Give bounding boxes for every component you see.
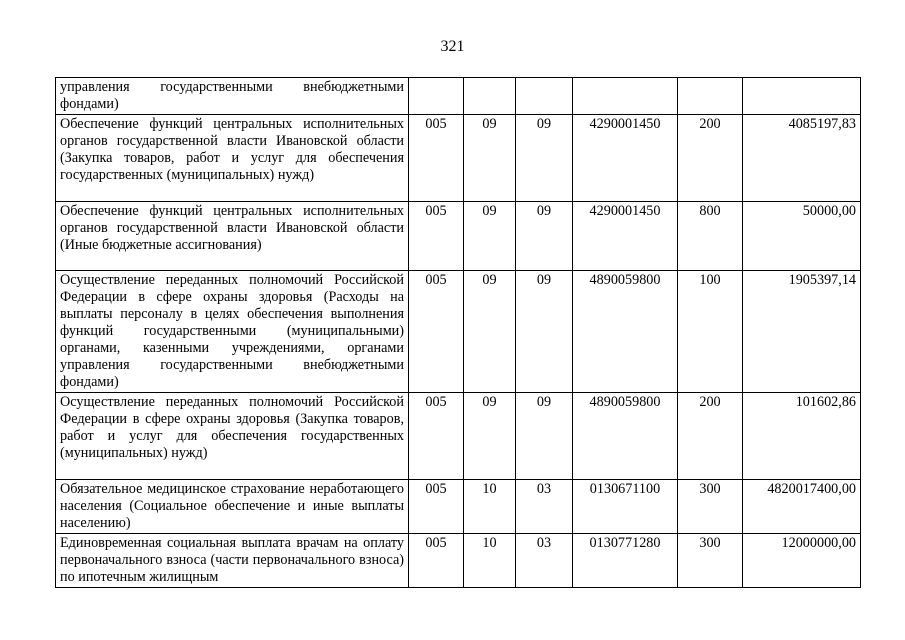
table-row <box>56 271 861 393</box>
expense-type-code: 300 <box>678 480 743 534</box>
expense-description: управления государственными внебюджетными фондами) <box>56 78 409 115</box>
ministry-code: 005 <box>409 115 464 202</box>
target-article-code: 4290001450 <box>573 202 678 271</box>
amount: 4085197,83 <box>743 115 861 202</box>
expense-description: Единовременная социальная выплата врачам на оплату первоначального взноса (части первоначального взноса) по ипотечным жилищным <box>56 534 409 588</box>
subsection-code: 03 <box>516 480 573 534</box>
amount <box>743 78 861 115</box>
target-article-code: 4890059800 <box>573 271 678 393</box>
amount: 50000,00 <box>743 202 861 271</box>
table-row <box>56 78 861 115</box>
amount: 1905397,14 <box>743 271 861 393</box>
section-code <box>464 78 516 115</box>
expense-description: Осуществление переданных полномочий Российской Федерации в сфере охраны здоровья (Расходы на выплаты персоналу в целях обеспечения выполнения функций государственными (муниципальными) органами, казенными учреждениями, органами управления государственными внебюджетными фондами) <box>56 271 409 393</box>
table-row <box>56 480 861 534</box>
section-code: 10 <box>464 534 516 588</box>
table-row <box>56 202 861 271</box>
section-code: 09 <box>464 115 516 202</box>
target-article-code: 4290001450 <box>573 115 678 202</box>
expense-type-code <box>678 78 743 115</box>
ministry-code: 005 <box>409 393 464 480</box>
expense-description: Обеспечение функций центральных исполнительных органов государственной власти Ивановской области (Закупка товаров, работ и услуг для обеспечения государственных (муниципальных) нужд) <box>56 115 409 202</box>
subsection-code: 09 <box>516 271 573 393</box>
expense-type-code: 300 <box>678 534 743 588</box>
ministry-code: 005 <box>409 271 464 393</box>
section-code: 09 <box>464 271 516 393</box>
expense-type-code: 100 <box>678 271 743 393</box>
amount: 4820017400,00 <box>743 480 861 534</box>
expense-type-code: 200 <box>678 115 743 202</box>
ministry-code: 005 <box>409 534 464 588</box>
page-number: 321 <box>440 38 465 55</box>
target-article-code <box>573 78 678 115</box>
ministry-code: 005 <box>409 202 464 271</box>
subsection-code: 09 <box>516 393 573 480</box>
expense-description: Обеспечение функций центральных исполнительных органов государственной власти Ивановской области (Иные бюджетные ассигнования) <box>56 202 409 271</box>
target-article-code: 4890059800 <box>573 393 678 480</box>
expense-description: Осуществление переданных полномочий Российской Федерации в сфере охраны здоровья (Закупка товаров, работ и услуг для обеспечения государственных (муниципальных) нужд) <box>56 393 409 480</box>
table-row <box>56 393 861 480</box>
target-article-code: 0130671100 <box>573 480 678 534</box>
ministry-code <box>409 78 464 115</box>
ministry-code: 005 <box>409 480 464 534</box>
subsection-code <box>516 78 573 115</box>
expense-type-code: 800 <box>678 202 743 271</box>
subsection-code: 03 <box>516 534 573 588</box>
table-row <box>56 534 861 588</box>
amount: 101602,86 <box>743 393 861 480</box>
target-article-code: 0130771280 <box>573 534 678 588</box>
section-code: 09 <box>464 202 516 271</box>
expense-type-code: 200 <box>678 393 743 480</box>
table-row <box>56 115 861 202</box>
subsection-code: 09 <box>516 202 573 271</box>
section-code: 09 <box>464 393 516 480</box>
subsection-code: 09 <box>516 115 573 202</box>
section-code: 10 <box>464 480 516 534</box>
budget-table <box>55 77 861 588</box>
expense-description: Обязательное медицинское страхование неработающего населения (Социальное обеспечение и иные выплаты населению) <box>56 480 409 534</box>
amount: 12000000,00 <box>743 534 861 588</box>
